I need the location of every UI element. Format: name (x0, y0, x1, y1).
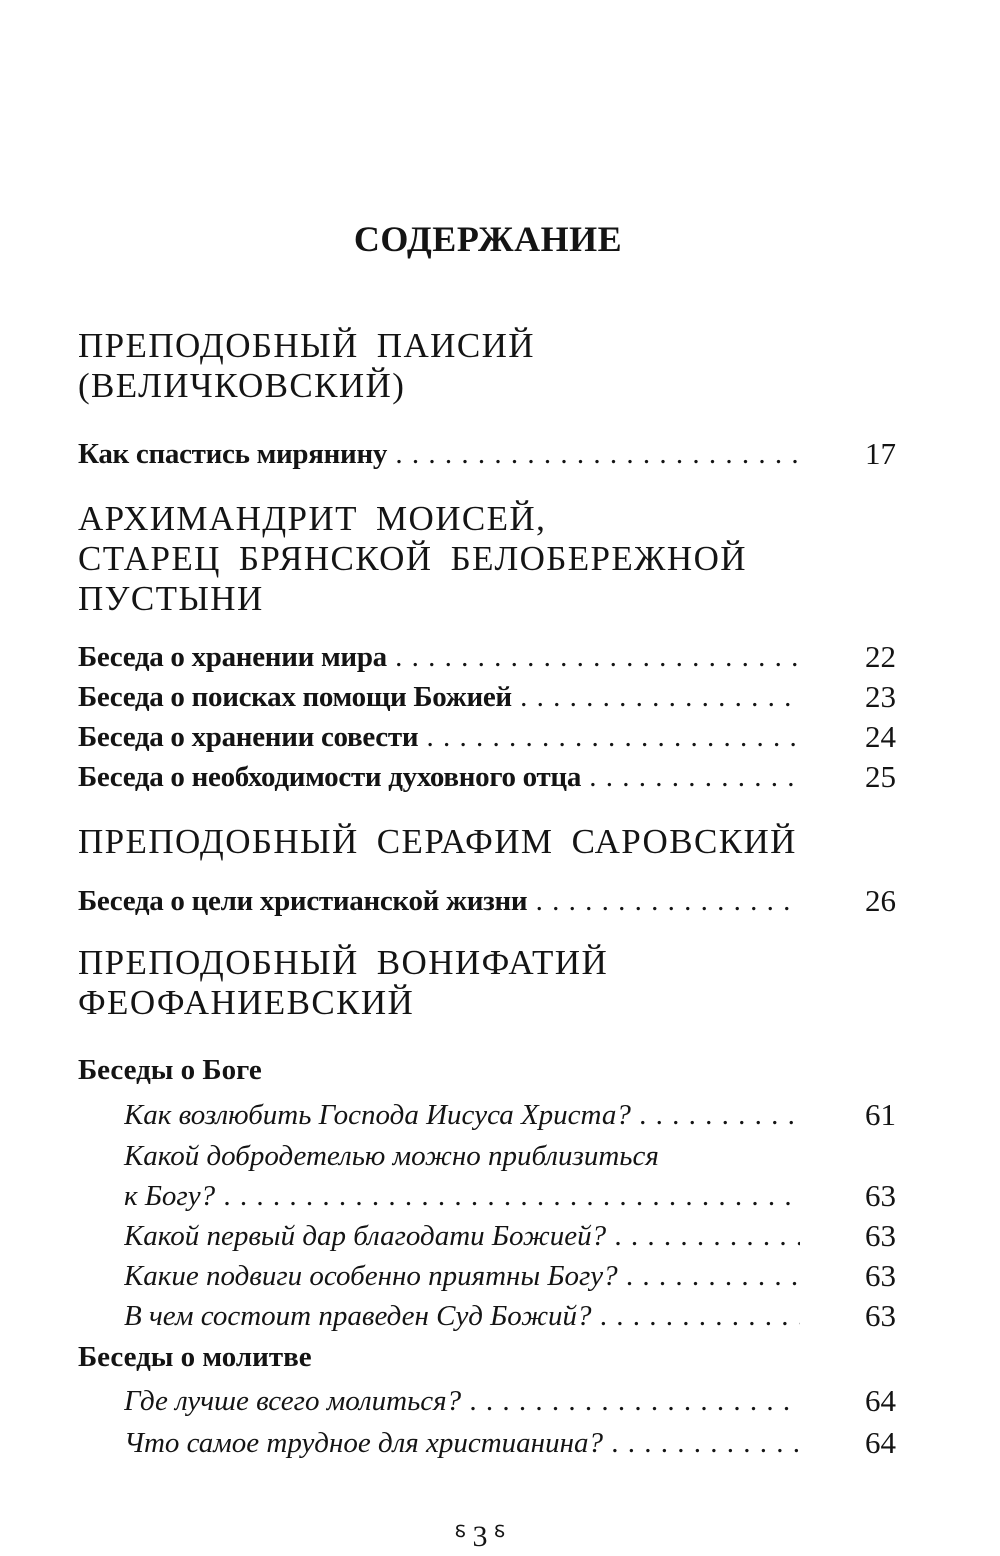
page-number: 25 (865, 759, 896, 794)
entry-title: Беседа о необходимости духовного отца (78, 761, 582, 793)
section-heading-line: СТАРЕЦ БРЯНСКОЙ БЕЛОБЕРЕЖНОЙ (78, 539, 747, 578)
dot-leader (78, 717, 800, 757)
dot-leader (124, 1095, 800, 1135)
section-heading (78, 326, 535, 406)
toc-entry[interactable] (78, 717, 898, 757)
dot-leader (78, 881, 800, 921)
entry-title: В чем состоит праведен Суд Божий? (124, 1300, 592, 1332)
entry-title: Беседа о хранении мира (78, 641, 387, 673)
page-footer (0, 1518, 960, 1554)
entry-title: Что самое трудное для христианина? (124, 1427, 603, 1459)
entry-title: Беседа о поисках помощи Божией (78, 681, 512, 713)
section-heading (78, 499, 747, 619)
page-number: 63 (865, 1218, 896, 1253)
toc-entry[interactable] (78, 1216, 898, 1256)
page-number: 17 (865, 436, 896, 471)
entry-title: Беседа о цели христианской жизни (78, 885, 528, 917)
toc-entry[interactable] (78, 1423, 898, 1463)
page-number: 61 (865, 1097, 896, 1132)
section-heading (78, 822, 797, 862)
section-heading-line: ФЕОФАНИЕВСКИЙ (78, 983, 415, 1022)
page-number: 63 (865, 1178, 896, 1213)
page-number: 26 (865, 883, 896, 918)
dot-leader (78, 757, 800, 797)
toc-entry[interactable] (78, 677, 898, 717)
dot-leader (78, 434, 800, 474)
section-heading-line: ПРЕПОДОБНЫЙ ВОНИФАТИЙ (78, 943, 609, 982)
section-heading (78, 943, 608, 1023)
entry-title: Где лучше всего молиться? (124, 1385, 462, 1417)
entry-title: к Богу? (124, 1180, 216, 1212)
ornament-right-icon: ⸹ (493, 1523, 506, 1549)
dot-leader (124, 1176, 800, 1216)
dot-leader (78, 677, 800, 717)
page-number: 63 (865, 1258, 896, 1293)
section-heading-line: (ВЕЛИЧКОВСКИЙ) (78, 366, 406, 405)
toc-entry[interactable] (78, 757, 898, 797)
section-heading-line: АРХИМАНДРИТ МОИСЕЙ, (78, 499, 547, 538)
dot-leader (124, 1423, 800, 1463)
section-heading-line: ПУСТЫНИ (78, 579, 264, 618)
page-number: 64 (865, 1383, 896, 1418)
group-heading: Беседы о Боге (78, 1054, 262, 1086)
dot-leader (78, 637, 800, 677)
entry-title: Беседа о хранении совести (78, 721, 419, 753)
dot-leader (124, 1296, 800, 1336)
page-title: СОДЕРЖАНИЕ (353, 219, 623, 259)
section-heading-line: ПРЕПОДОБНЫЙ ПАИСИЙ (78, 326, 535, 365)
toc-entry[interactable] (78, 1256, 898, 1296)
page-number: 63 (865, 1298, 896, 1333)
entry-title: Как спастись мирянину (78, 438, 388, 470)
folio-page-number: 3 (472, 1520, 488, 1553)
dot-leader (124, 1381, 800, 1421)
dot-leader (124, 1216, 800, 1256)
dot-leader (124, 1256, 800, 1296)
toc-entry[interactable] (78, 434, 898, 474)
page-number: 64 (865, 1425, 896, 1460)
toc-entry[interactable] (78, 1095, 898, 1135)
page-number: 23 (865, 679, 896, 714)
entry-title-line[interactable]: Какой добродетелью можно приблизиться (124, 1140, 659, 1172)
toc-entry[interactable] (78, 1296, 898, 1336)
toc-entry[interactable] (78, 881, 898, 921)
page-number: 24 (865, 719, 896, 754)
group-heading: Беседы о молитве (78, 1341, 312, 1373)
toc-entry[interactable] (78, 637, 898, 677)
toc-entry[interactable] (78, 1381, 898, 1421)
section-heading-line: ПРЕПОДОБНЫЙ СЕРАФИМ САРОВСКИЙ (78, 822, 797, 861)
entry-title: Какие подвиги особенно приятны Богу? (124, 1260, 618, 1292)
toc-entry[interactable] (78, 1176, 898, 1216)
entry-title: Как возлюбить Господа Иисуса Христа? (124, 1099, 631, 1131)
ornament-left-icon: ⸹ (454, 1523, 467, 1549)
entry-title: Какой первый дар благодати Божией? (124, 1220, 607, 1252)
page-number: 22 (865, 639, 896, 674)
